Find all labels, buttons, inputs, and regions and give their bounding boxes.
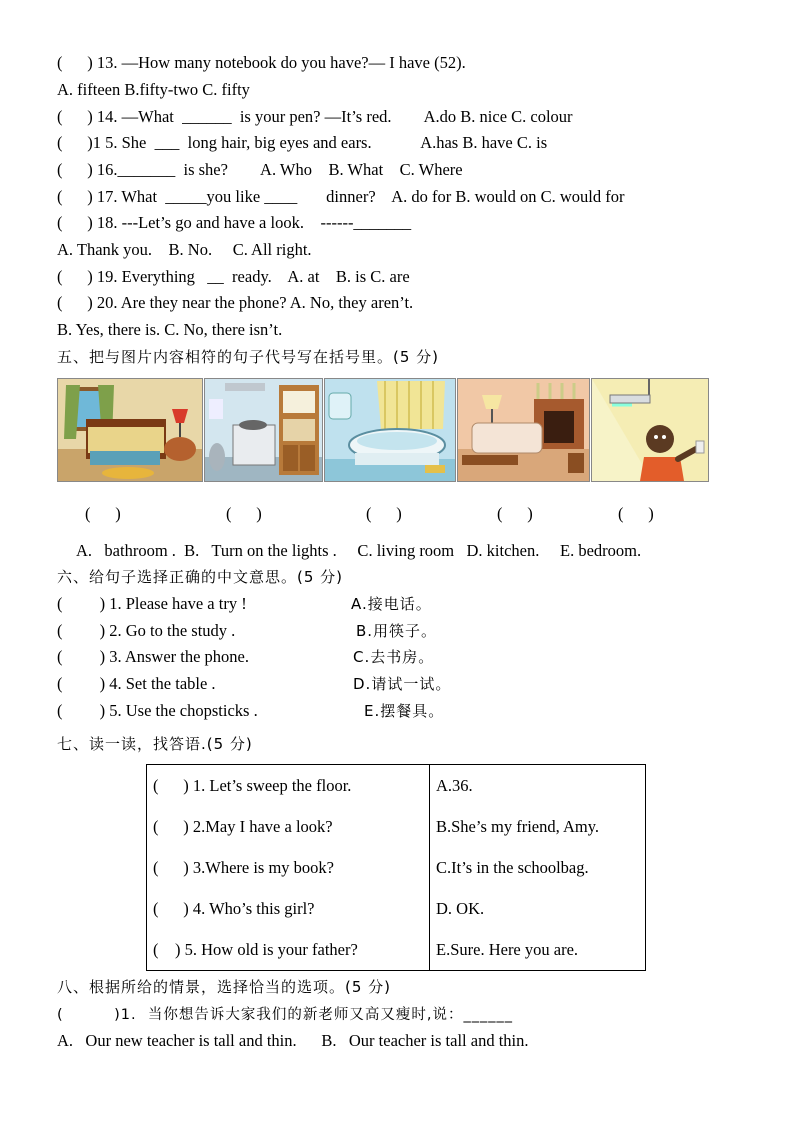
q13-stem: ( ) 13. —How many notebook do you have?— I have (52). xyxy=(57,53,466,72)
part5-heading: 五、把与图片内容相符的句子代号写在括号里。(5 分) xyxy=(57,348,440,366)
part7-a3: C.It’s in the schoolbag. xyxy=(430,847,646,888)
part7-q2: ( ) 2.May I have a look? xyxy=(147,806,430,847)
part7-a4: D. OK. xyxy=(430,888,646,929)
living-room-picture xyxy=(457,378,590,482)
part6-a3: C.去书房。 xyxy=(353,648,435,666)
q18-stem: ( ) 18. ---Let’s go and have a look. ------_______ xyxy=(57,213,412,232)
picture-2-answer-bracket[interactable]: ( ) xyxy=(226,504,262,523)
q17-stem: ( ) 17. What _____you like ____ dinner? A. do for B. would on C. would for xyxy=(57,187,625,206)
picture-5-answer-bracket[interactable]: ( ) xyxy=(618,504,654,523)
part6-q4: ( ) 4. Set the table . xyxy=(57,674,216,693)
table-row xyxy=(147,806,646,847)
table-row xyxy=(147,765,646,807)
part8-q1: ( )1. 当你想告诉大家我们的新老师又高又瘦时,说：______ xyxy=(57,1007,513,1023)
part7-q3: ( ) 3.Where is my book? xyxy=(147,847,430,888)
bathroom-picture xyxy=(324,378,456,482)
q18-options: A. Thank you. B. No. C. All right. xyxy=(57,240,312,259)
table-row xyxy=(147,847,646,888)
q13-options: A. fifteen B.fifty-two C. fifty xyxy=(57,80,250,99)
part8-heading: 八、根据所给的情景，选择恰当的选项。(5 分) xyxy=(57,978,392,996)
part7-heading: 七、读一读，找答语.(5 分) xyxy=(57,735,253,753)
part6-q1: ( ) 1. Please have a try ! xyxy=(57,594,247,613)
q15-stem: ( )1 5. She ___ long hair, big eyes and ears. A.has B. have C. is xyxy=(57,133,548,152)
picture-3-answer-bracket[interactable]: ( ) xyxy=(366,504,402,523)
part7-match-table xyxy=(146,764,646,971)
part7-a5: E.Sure. Here you are. xyxy=(430,929,646,971)
table-row xyxy=(147,929,646,971)
table-row xyxy=(147,888,646,929)
picture-1-answer-bracket[interactable]: ( ) xyxy=(85,504,121,523)
part6-q3: ( ) 3. Answer the phone. xyxy=(57,647,250,666)
bedroom-picture xyxy=(57,378,203,482)
part7-q4: ( ) 4. Who’s this girl? xyxy=(147,888,430,929)
part6-a4: D.请试一试。 xyxy=(353,675,452,693)
part8-q1-options: A. Our new teacher is tall and thin. B. Our teacher is tall and thin. xyxy=(57,1031,529,1050)
q20-options: B. Yes, there is. C. No, there isn’t. xyxy=(57,320,283,339)
q19-stem: ( ) 19. Everything __ ready. A. at B. is C. are xyxy=(57,267,410,286)
boy-turning-on-light-picture xyxy=(591,378,709,482)
part6-q5: ( ) 5. Use the chopsticks . xyxy=(57,701,258,720)
part7-a2: B.She’s my friend, Amy. xyxy=(430,806,646,847)
picture-4-answer-bracket[interactable]: ( ) xyxy=(497,504,533,523)
q20-stem: ( ) 20. Are they near the phone? A. No, they aren’t. xyxy=(57,293,414,312)
part6-a5: E.摆餐具。 xyxy=(364,702,445,720)
q16-stem: ( ) 16._______ is she? A. Who B. What C. Where xyxy=(57,160,463,179)
part7-q1: ( ) 1. Let’s sweep the floor. xyxy=(147,765,430,807)
part7-a1: A.36. xyxy=(430,765,646,807)
part5-options: A. bathroom . B. Turn on the lights . C. living room D. kitchen. E. bedroom. xyxy=(76,541,642,560)
part6-heading: 六、给句子选择正确的中文意思。(5 分) xyxy=(57,568,344,586)
part6-a2: B.用筷子。 xyxy=(356,622,438,640)
part7-q5: ( ) 5. How old is your father? xyxy=(147,929,430,971)
kitchen-picture xyxy=(204,378,323,482)
part6-a1: A.接电话。 xyxy=(351,595,432,613)
part6-q2: ( ) 2. Go to the study . xyxy=(57,621,236,640)
q14-stem: ( ) 14. —What ______ is your pen? —It’s red. A.do B. nice C. colour xyxy=(57,107,573,126)
